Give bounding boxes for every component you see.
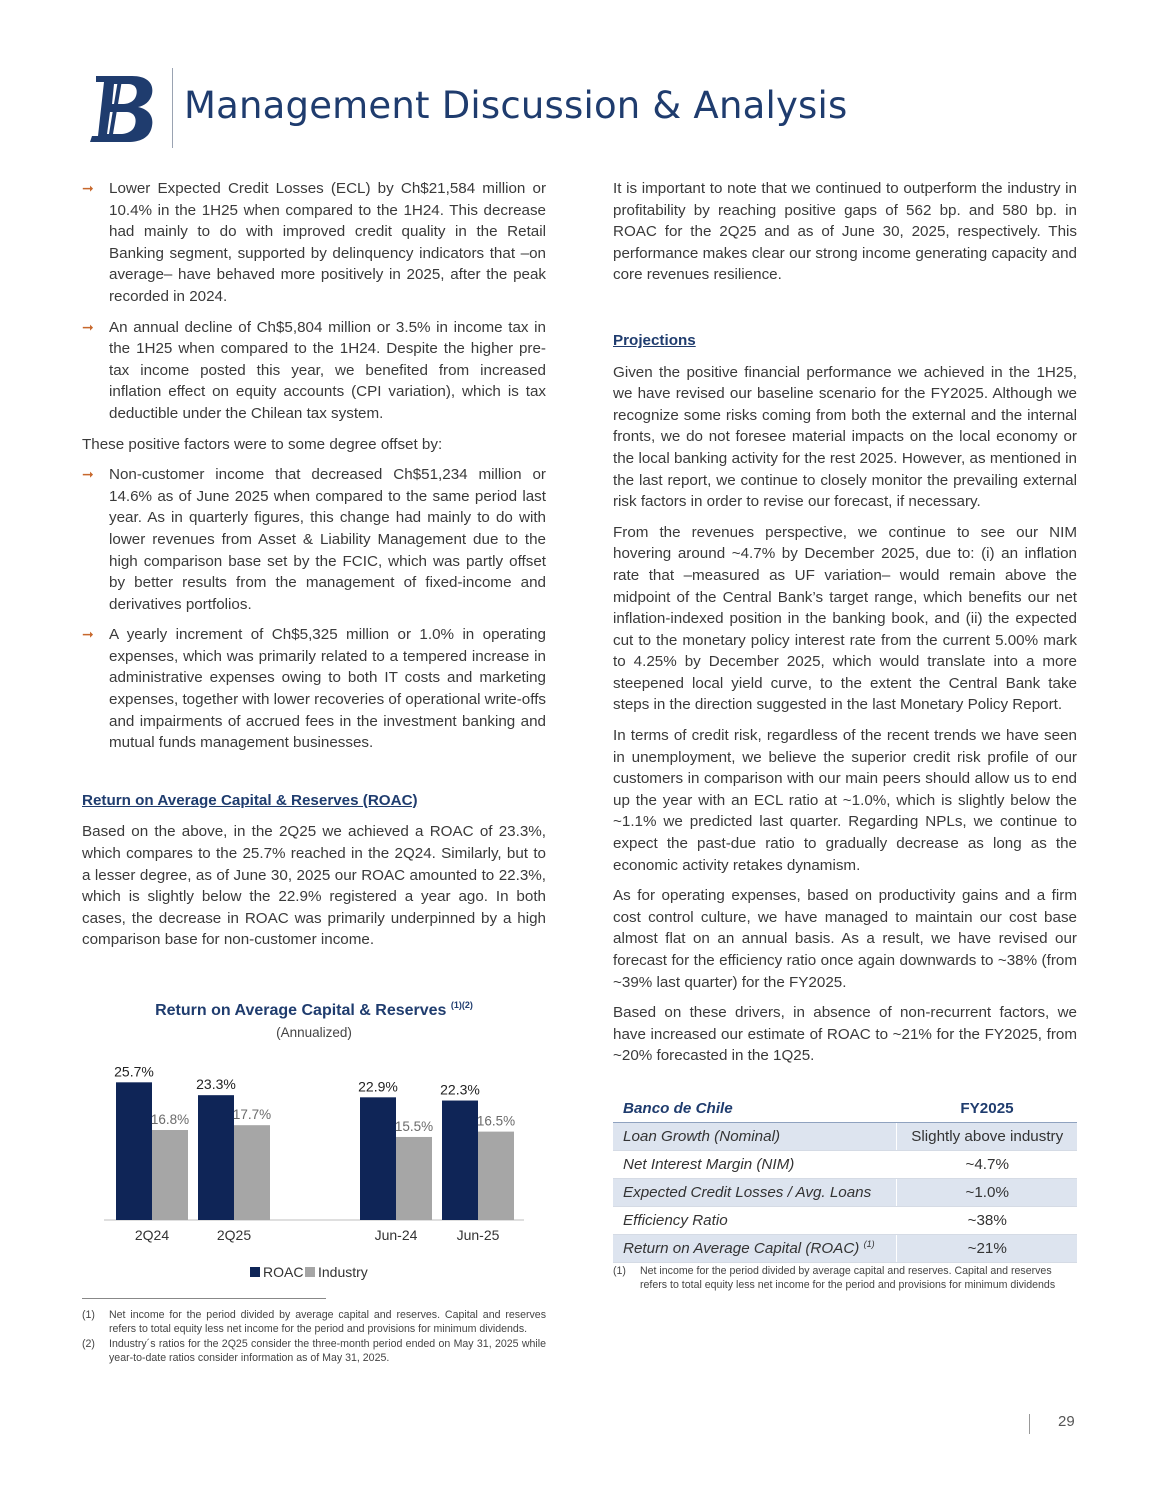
table-row: Loan Growth (Nominal) Slightly above industry (613, 1123, 1077, 1151)
table-row-sup: (1) (863, 1239, 875, 1250)
projections-table (613, 1094, 1077, 1263)
right-column (613, 178, 1077, 1076)
arrow-bullet-icon: ➞ (82, 626, 94, 643)
footnote-1: (1) Net income for the period divided by average capital and reserves. Capital and reserves refers to total equity less net income for the period and provisions for minimum dividends. (82, 1309, 546, 1335)
data-label-industry: 16.5% (476, 1113, 516, 1129)
x-tick-label: Jun-25 (456, 1227, 500, 1243)
bar-industry-jun-24 (396, 1137, 432, 1220)
chart-subtitle: (Annualized) (276, 1025, 352, 1040)
table-row: Return on Average Capital (ROAC) $^{(1)}$ ~21% (613, 1235, 1077, 1263)
legend-swatch-industry (305, 1267, 315, 1277)
legend-label-industry: Industry (318, 1264, 368, 1280)
offset-intro: These positive factors were to some degree offset by: (82, 435, 443, 453)
list-item: ➞ An annual decline of Ch$5,804 million or 3.5% in income tax in the 1H25 when compared to the 1H24. Despite the higher pre-tax income posted this year, we benefited from increased inflation effect on equity accounts (CPI variation), which is tax deductible under the Chilean tax system. (82, 318, 546, 422)
legend-swatch-roac (250, 1267, 260, 1277)
bar-roac-2q25 (198, 1095, 234, 1220)
projections-paragraph: Given the positive financial performance we achieved in the 1H25, we have revised our baseline scenario for the FY2025. Although we recognize some risks coming from both the external and the internal fronts, we do not foresee material impacts on the local economy or the local banking activity for the rest 2025. However, as mentioned in the last report, we continue to closely monitor the prevailing external risk factors in order to revise our forecast, if necessary. (613, 363, 1077, 511)
roac-heading: Return on Average Capital & Reserves (ROAC) (82, 791, 418, 809)
table-footnote: (1) Net income for the period divided by average capital and reserves. Capital and reserves refers to total equity less net income for the period and provisions for minimum dividends (613, 1265, 1056, 1291)
data-label-roac: 22.3% (440, 1081, 480, 1098)
banco-de-chile-logo (88, 70, 158, 146)
table-header-bank: Banco de Chile (613, 1094, 897, 1123)
roac-paragraph: Based on the above, in the 2Q25 we achieved a ROAC of 23.3%, which compares to the 25.7% reached in the 2Q24. Similarly, but to a lesser degree, as of June 30, 2025 our ROAC amounted to 22.3%, which is slightly below the 22.9% registered a year ago. In both cases, the decrease in ROAC was primarily underpinned by a high comparison base for non-customer income. (82, 823, 546, 949)
table-header-year: FY2025 (897, 1094, 1077, 1123)
chart-canvas (82, 1048, 546, 1292)
list-item: ➞ A yearly increment of Ch$5,325 million or 1.0% in operating expenses, which was primarily related to a tempered increase in administrative expenses owing to both IT costs and marketing expenses, together with lower recoveries of operational write-offs and impairments of accrued fees in the investment banking and mutual funds management businesses. (82, 626, 547, 752)
left-column (82, 178, 546, 960)
footnote-2: (2) Industry´s ratios for the 2Q25 consider the three-month period ended on May 31, 2025 while year-to-date ratios consider information as of May 31, 2025. (82, 1338, 546, 1364)
page-number-divider (1029, 1414, 1030, 1434)
x-tick-label: Jun-24 (374, 1227, 418, 1243)
x-tick-label: 2Q25 (216, 1227, 252, 1243)
table-row: Expected Credit Losses / Avg. Loans ~1.0% (613, 1179, 1077, 1207)
x-tick-label: 2Q24 (134, 1227, 170, 1243)
roac-chart (82, 1000, 546, 1292)
table-row: Efficiency Ratio ~38% (613, 1207, 1077, 1235)
list-item: ➞ Lower Expected Credit Losses (ECL) by Ch$21,584 million or 10.4% in the 1H25 when compared to the 1H24. This decrease had mainly to do with improved credit quality in the Retail Banking segment, supported by delinquency indicators that –on average– have behaved more positively in 2025, after the peak recorded in 2024. (82, 180, 546, 305)
bar-roac-2q24 (116, 1082, 152, 1220)
bar-roac-jun-24 (360, 1097, 396, 1220)
data-label-industry: 15.5% (394, 1118, 434, 1134)
list-item: ➞ Non-customer income that decreased Ch$51,234 million or 14.6% as of June 2025 when compared to the same period last year. As in quarterly figures, this change had mainly to do with lower revenues from Asset & Liability Management due to the high comparison base set by the FCIC, which was partly offset by better results from the management of fixed-income and derivatives portfolios. (82, 466, 546, 613)
data-label-roac: 23.3% (196, 1076, 236, 1093)
projections-paragraph: From the revenues perspective, we continue to see our NIM hovering around ~4.7% by December 2025, due to: (i) an inflation rate that –measured as UF variation– would remain above the midpoint of the Central Bank’s target range, which benefits our net inflation-indexed position in the banking book, and (ii) the expected cut to the monetary policy interest rate from the current 5.00% mark to 4.25% by December 2025, which would translate into a more steepened local yield curve, to the extent the Central Bank take steps in the direction suggested in the last Monetary Policy Report. (613, 523, 1077, 714)
data-label-roac: 25.7% (114, 1063, 154, 1080)
bar-roac-jun-25 (442, 1101, 478, 1220)
projections-paragraph: In terms of credit risk, regardless of the recent trends we have seen in unemployment, we believe the superior credit risk profile of our customers in comparison with our main peers should allow us to end up the year with an ECL ratio at ~1.0%, which is slightly below the ~1.1% we predicted last quarter. Regarding NPLs, we continue to expect the past-due ratio to gradually decrease as long as the economic activity retakes dynamism. (613, 727, 1077, 874)
data-label-roac: 22.9% (358, 1078, 398, 1095)
chart-title: Return on Average Capital & Reserves $^{(1)(2)}$ (155, 1000, 473, 1019)
table-row: Net Interest Margin (NIM) ~4.7% (613, 1151, 1077, 1179)
legend-label-roac: ROAC (263, 1264, 304, 1280)
bar-industry-jun-25 (478, 1132, 514, 1220)
bar-industry-2q25 (234, 1125, 270, 1220)
table-header-row (613, 1094, 1077, 1123)
projections-heading: Projections (613, 331, 696, 349)
projections-paragraph: Based on these drivers, in absence of non-recurrent factors, we have increased our estimate of ROAC to ~21% for the FY2025, from ~20% forecasted in the 1Q25. (613, 1004, 1077, 1065)
bar-industry-2q24 (152, 1130, 188, 1220)
projections-paragraph: As for operating expenses, based on productivity gains and a firm cost control culture, we have managed to maintain our cost base almost flat on an annual basis. As a result, we have revised our forecast for the efficiency ratio once again downwards to ~38% (from ~39% last quarter) for the FY2025. (613, 887, 1077, 991)
header-divider (172, 68, 173, 148)
page-number: 29 (1058, 1413, 1075, 1430)
outperform-paragraph: It is important to note that we continued to outperform the industry in profitability by reaching positive gaps of 562 bp. and 580 bp. in ROAC for the 2Q25 and as of June 30, 2025, respectively. This performance makes clear our strong income generating capacity and core revenues resilience. (613, 180, 1077, 284)
page-title: Management Discussion & Analysis (184, 84, 848, 127)
data-label-industry: 17.7% (232, 1107, 272, 1123)
arrow-bullet-icon: ➞ (82, 180, 94, 196)
arrow-bullet-icon: ➞ (82, 466, 94, 483)
footnote-rule (82, 1298, 326, 1299)
arrow-bullet-icon: ➞ (82, 318, 94, 335)
data-label-industry: 16.8% (150, 1112, 190, 1127)
chart-title-sup: (1)(2) (450, 1000, 473, 1010)
